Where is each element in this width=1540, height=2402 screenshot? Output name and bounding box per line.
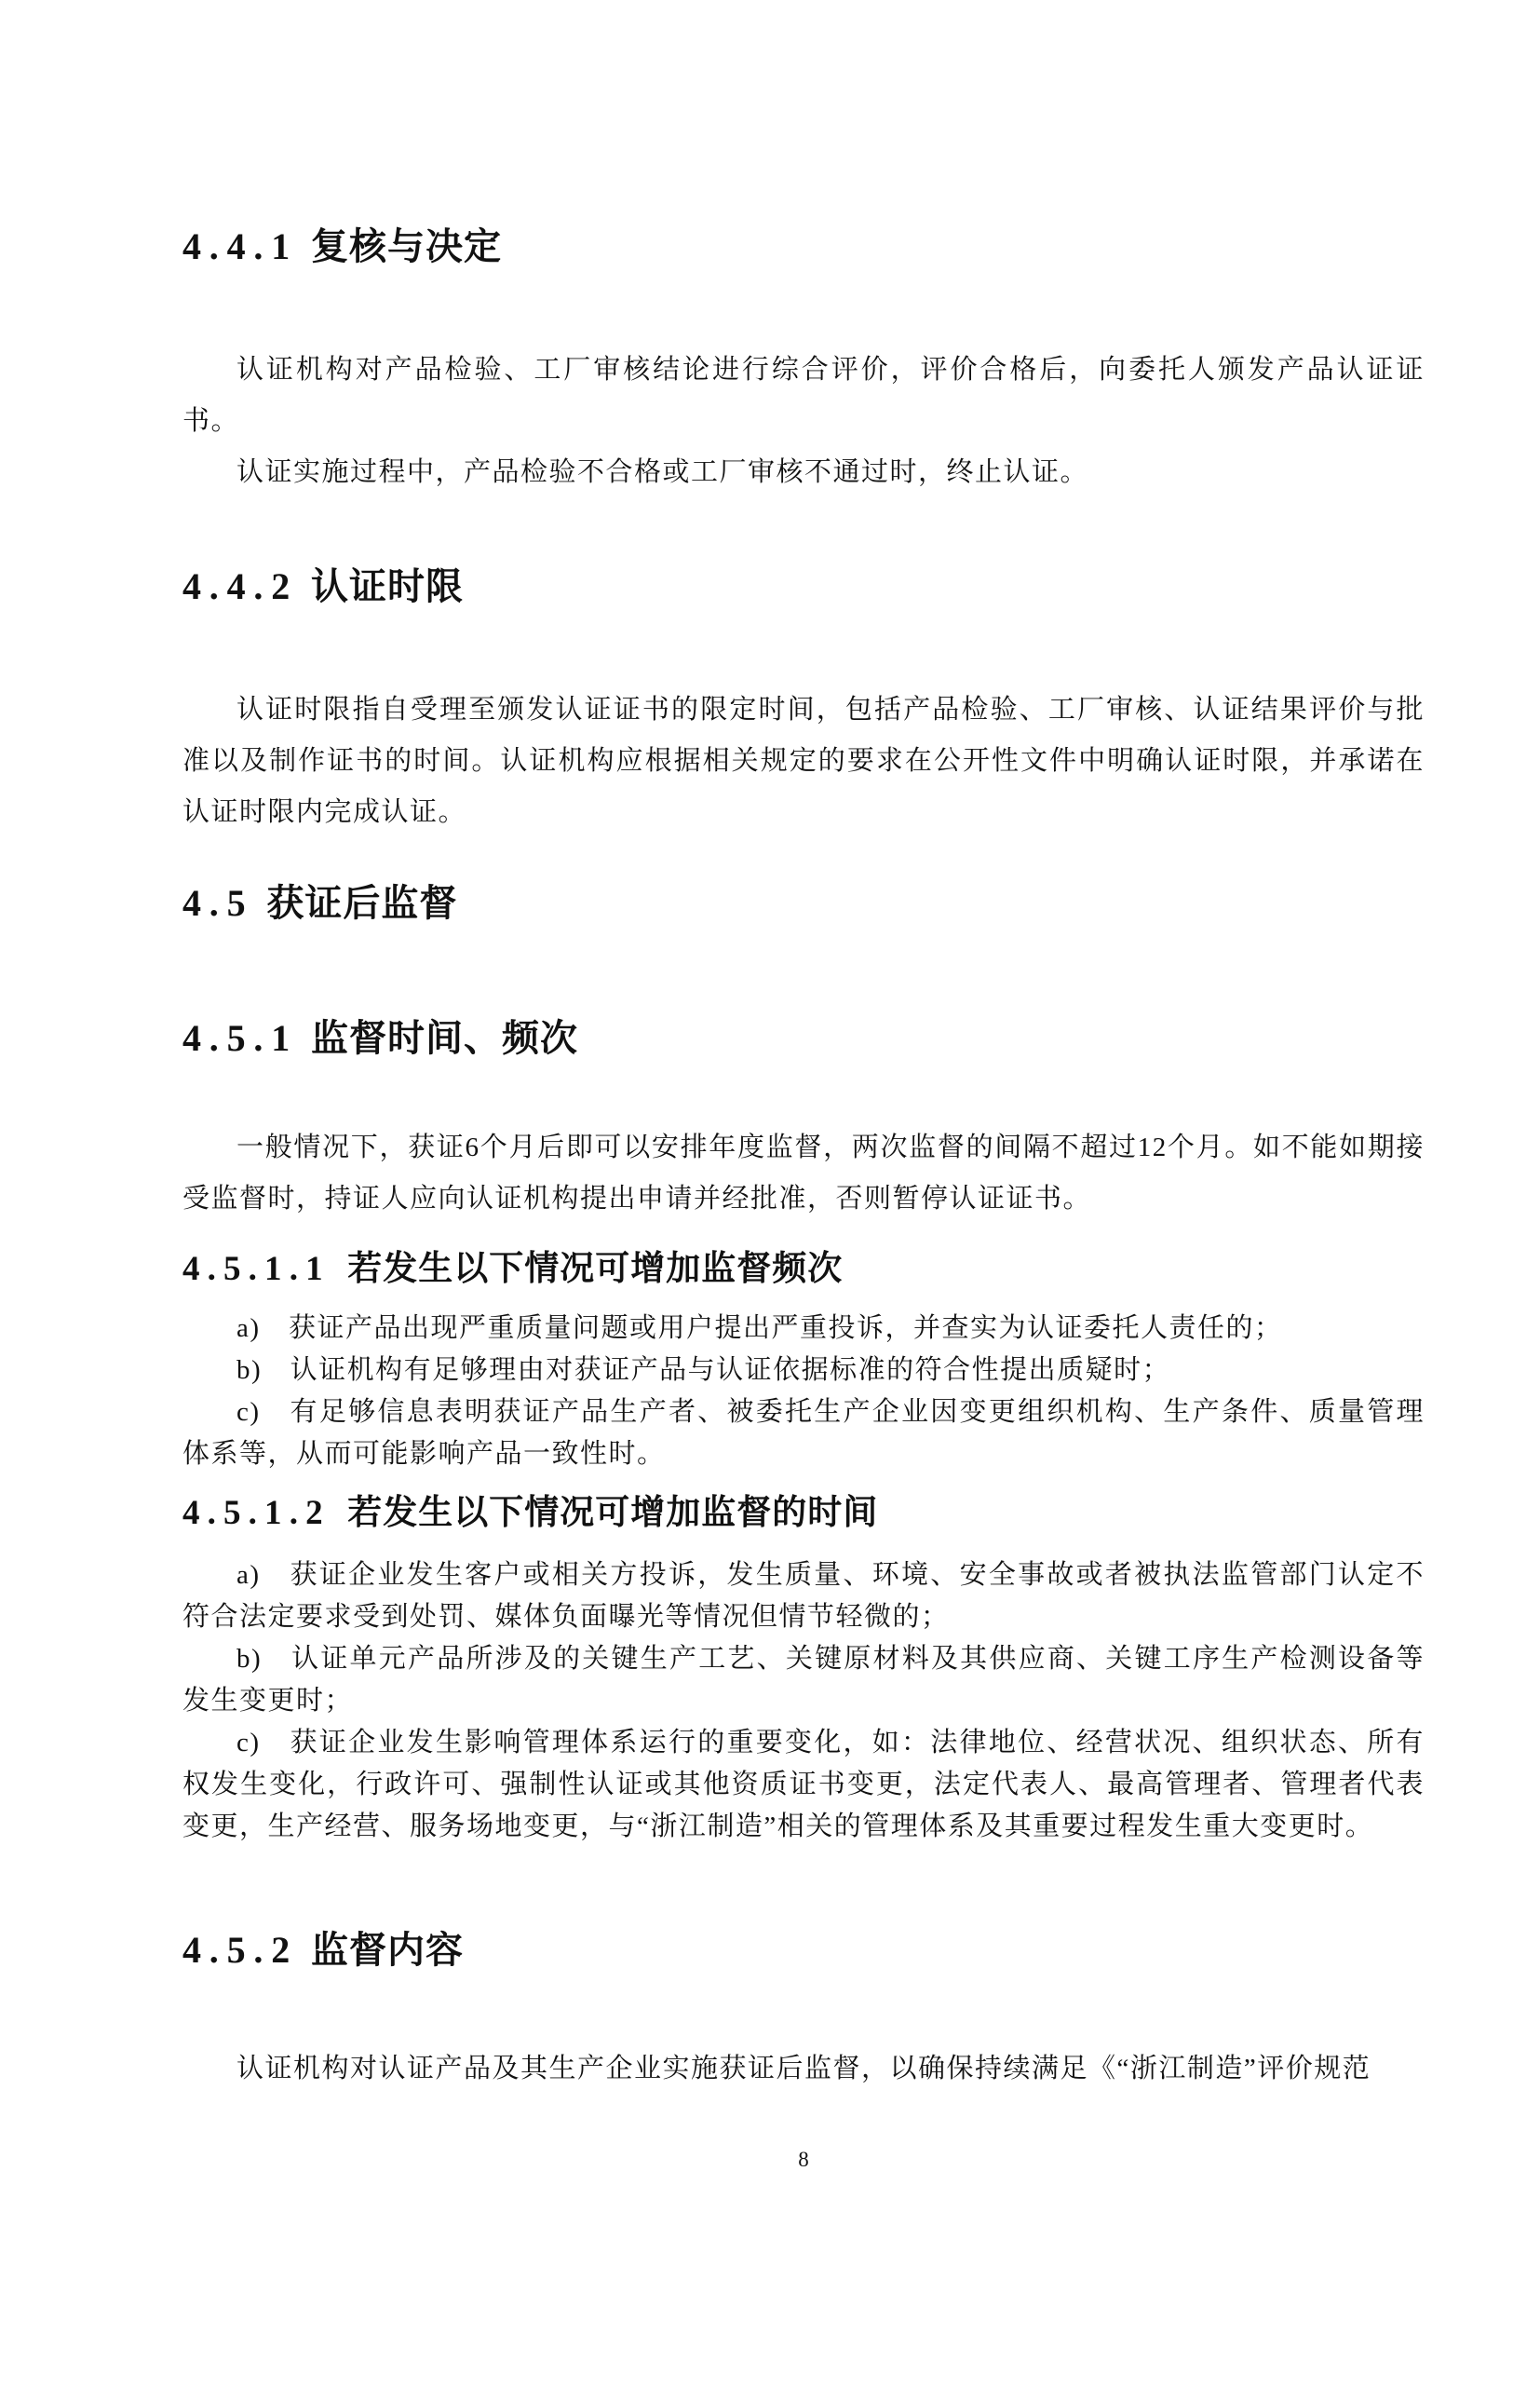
section-heading-4-5-1-1 xyxy=(182,1248,1425,1291)
document-page xyxy=(0,224,1540,2402)
section-number: 4.5.2 xyxy=(182,1928,298,1971)
paragraph-4-4-1-sentence-2: 认证实施过程中，产品检验不合格或工厂审核不通过时，终止认证。 xyxy=(236,457,1089,487)
list-4-5-1-2 xyxy=(182,1554,1425,1848)
section-title: 复核与决定 xyxy=(311,225,502,267)
section-heading-4-4-1 xyxy=(182,224,1425,270)
list-item-a: a) 获证产品出现严重质量问题或用户提出严重投诉，并查实为认证委托人责任的； xyxy=(236,1313,1283,1344)
section-title: 若发生以下情况可增加监督的时间 xyxy=(347,1494,879,1533)
list-4-5-1-1 xyxy=(182,1308,1425,1475)
section-number: 4.4.2 xyxy=(182,565,298,607)
list-item-a: a) 获证企业发生客户或相关方投诉，发生质量、环境、安全事故或者被执法监管部门认定不符合法定要求受到处罚、媒体负面曝光等情况但情节轻微的； xyxy=(182,1559,1425,1632)
page-number: 8 xyxy=(798,2147,809,2171)
section-title: 若发生以下情况可增加监督频次 xyxy=(347,1250,844,1288)
section-title: 获证后监督 xyxy=(266,882,458,924)
section-title: 监督时间、频次 xyxy=(311,1017,578,1059)
section-number: 4.5.1.2 xyxy=(182,1494,331,1533)
paragraph-4-5-2: 认证机构对认证产品及其生产企业实施获证后监督，以确保持续满足《“浙江制造”评价规范 xyxy=(236,2053,1371,2083)
section-number: 4.5.1.1 xyxy=(182,1250,331,1288)
section-heading-4-4-2 xyxy=(182,563,1425,610)
section-heading-4-5-2 xyxy=(182,1927,1425,1974)
list-item-b: b) 认证机构有足够理由对获证产品与认证依据标准的符合性提出质疑时； xyxy=(236,1355,1171,1386)
section-heading-4-5-1-2 xyxy=(182,1492,1425,1535)
list-item-c: c) 获证企业发生影响管理体系运行的重要变化，如：法律地位、经营状况、组织状态、所有权发生变化，行政许可、强制性认证或其他资质证书变更，法定代表人、最高管理者、管理者代表变更，生产经营、服务场地变更，与“浙江制造”相关的管理体系及其重要过程发生重大变更时。 xyxy=(182,1727,1425,1841)
section-number: 4.5 xyxy=(182,882,254,924)
paragraph-4-5-1: 一般情况下，获证6个月后即可以安排年度监督，两次监督的间隔不超过12个月。如不能如期接受监督时，持证人应向认证机构提出申请并经批准，否则暂停认证证书。 xyxy=(182,1133,1425,1214)
list-item-b: b) 认证单元产品所涉及的关键生产工艺、关键原材料及其供应商、关键工序生产检测设备等发生变更时； xyxy=(182,1643,1425,1716)
section-heading-4-5 xyxy=(182,880,1425,927)
section-heading-4-5-1 xyxy=(182,1015,1425,1062)
paragraph-4-4-2: 认证时限指自受理至颁发认证证书的限定时间，包括产品检验、工厂审核、认证结果评价与批准以及制作证书的时间。认证机构应根据相关规定的要求在公开性文件中明确认证时限，并承诺在认证时限内完成认证。 xyxy=(182,695,1425,827)
section-title: 监督内容 xyxy=(311,1928,464,1971)
section-title: 认证时限 xyxy=(311,565,464,607)
section-number: 4.5.1 xyxy=(182,1017,298,1059)
section-number: 4.4.1 xyxy=(182,225,298,267)
list-item-c: c) 有足够信息表明获证产品生产者、被委托生产企业因变更组织机构、生产条件、质量管理体系等，从而可能影响产品一致性时。 xyxy=(182,1397,1425,1470)
paragraph-4-4-1-sentence-1: 认证机构对产品检验、工厂审核结论进行综合评价，评价合格后，向委托人颁发产品认证证书。 xyxy=(182,355,1425,436)
